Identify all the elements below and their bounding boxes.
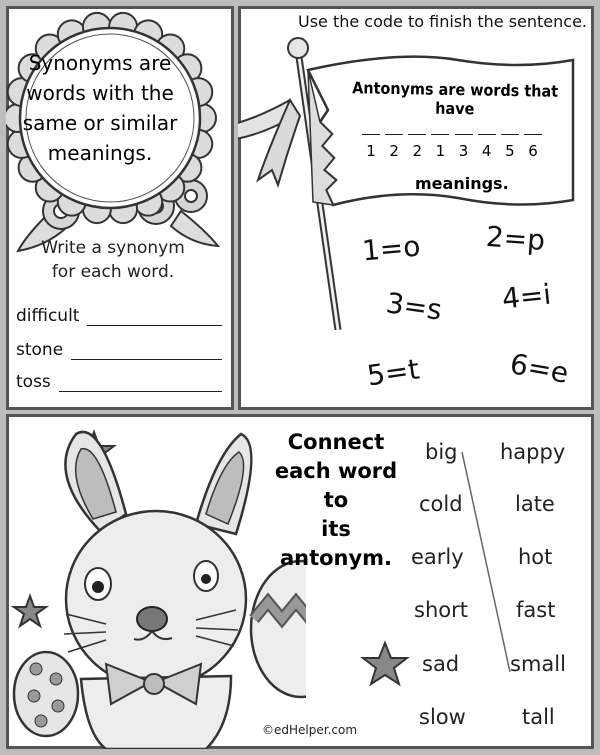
synonym-row-toss [16,372,222,392]
left-word-slow[interactable]: slow [419,705,466,729]
synonym-heading-line: same or similar [22,111,178,135]
right-word-small[interactable]: small [510,652,566,676]
synonym-definition [16,48,184,168]
left-word-big[interactable]: big [425,440,458,464]
blank-4[interactable] [431,122,449,135]
code-digit: 2 [412,142,423,160]
blank-3[interactable] [408,122,426,135]
instruction-line: for each word. [51,262,175,282]
connect-heading-line: each word to [274,459,398,512]
connect-heading-line: Connect [287,430,385,454]
star-icon [360,640,410,690]
code-digit: 5 [505,142,515,160]
left-word-early[interactable]: early [411,545,464,569]
code-digit: 1 [435,142,446,160]
left-word-sad[interactable]: sad [422,652,460,676]
code-digit: 2 [389,142,399,160]
code-digit: 4 [481,142,492,160]
answer-line[interactable] [59,373,222,392]
code-key-6: 6=e [507,347,571,390]
synonym-row-stone [16,340,222,360]
code-digits [362,142,542,160]
synonym-heading-line: meanings. [47,141,153,165]
synonym-heading-line: words with the [26,81,174,105]
copyright-text: ©edHelper.com [262,723,358,737]
code-digit: 6 [528,142,538,160]
connect-heading [266,428,406,573]
blank-5[interactable] [455,122,473,135]
synonym-heading-line: Synonyms are [28,51,172,75]
right-word-late[interactable]: late [515,492,555,516]
blank-6[interactable] [478,122,496,135]
blank-1[interactable] [362,122,380,135]
code-blanks[interactable] [362,122,542,135]
right-word-hot[interactable]: hot [518,545,553,569]
blank-7[interactable] [501,122,519,135]
answer-line[interactable] [71,341,222,360]
connect-heading-line: its antonym. [279,517,393,570]
code-key-4: 4=i [500,277,553,316]
code-key-3: 3=s [383,286,444,327]
blank-8[interactable] [524,122,542,135]
synonym-row-difficult [16,306,222,326]
answer-line[interactable] [87,307,222,326]
code-key-2: 2=p [484,219,547,258]
synonym-word: stone [16,340,64,360]
code-instruction: Use the code to finish the sentence. [297,12,587,31]
code-digit: 3 [458,142,469,160]
right-word-happy[interactable]: happy [500,440,566,464]
code-digit: 1 [366,142,376,160]
instruction-line: Write a synonym [41,238,185,258]
antonym-sentence-end: meanings. [415,174,509,193]
bunny-illustration [6,414,306,749]
left-word-cold[interactable]: cold [419,492,463,516]
code-key-1: 1=o [360,229,422,268]
blank-2[interactable] [385,122,403,135]
right-word-tall[interactable]: tall [522,705,555,729]
right-word-fast[interactable]: fast [516,598,556,622]
left-word-short[interactable]: short [414,598,468,622]
antonym-sentence-start: Antonyms are words that have [352,78,559,119]
code-key-5: 5=t [364,352,422,393]
synonym-word: toss [16,372,51,392]
synonym-word: difficult [16,306,80,326]
synonym-instructions [10,236,216,284]
